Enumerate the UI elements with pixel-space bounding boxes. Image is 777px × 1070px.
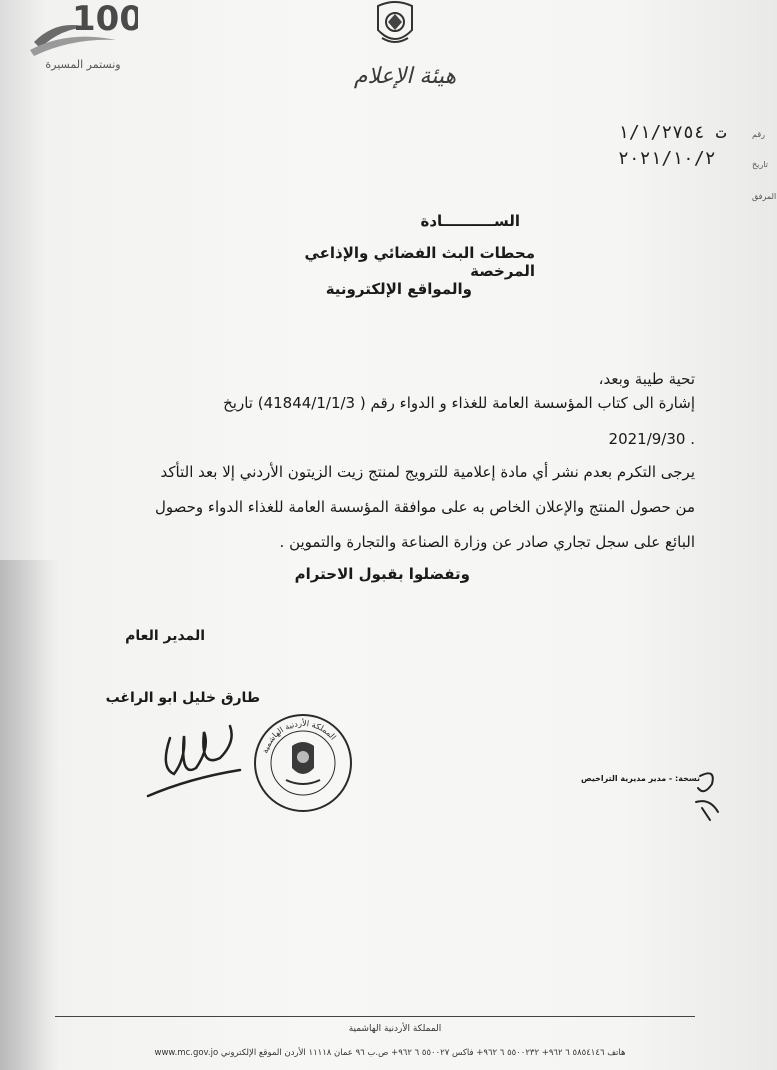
body-line-3: يرجى التكرم بعدم نشر أي مادة إعلامية للترويج لمنتج زيت الزيتون الأردني إلا بعد التأكد <box>160 463 695 481</box>
recipient-line-2: والمواقع الإلكترونية <box>325 280 472 298</box>
body-line-4: من حصول المنتج والإعلان الخاص به على موافقة المؤسسة العامة للغذاء الدواء وحصول <box>154 498 695 516</box>
reference-date-label: تاريخ <box>752 160 768 169</box>
salutation: الســــــــــادة <box>420 212 520 230</box>
director-title: المدير العام <box>125 628 205 644</box>
body-line-1: إشارة الى كتاب المؤسسة العامة للغذاء و الدواء رقم ( 41844/1/1/3) تاريخ <box>223 394 695 412</box>
reference-date: ٢٠٢١/١٠/٢ <box>618 148 716 169</box>
body-line-5: البائع على سجل تجاري صادر عن وزارة الصناعة والتجارة والتموين . <box>279 533 695 551</box>
greeting: تحية طيبة وبعد، <box>598 370 695 388</box>
body-line-2: . 2021/9/30 <box>608 430 695 448</box>
centennial-100-icon <box>28 0 138 58</box>
footer-kingdom: المملكة الأردنية الهاشمية <box>348 1024 442 1034</box>
closing: وتفضلوا بقبول الاحترام <box>294 565 470 583</box>
attachments-label: المرفق <box>752 192 777 201</box>
carbon-copy-note: نسخة: - مدير مديرية التراخيص <box>580 774 700 783</box>
centennial-logo <box>28 0 138 80</box>
reference-number: ت ١/١/٢٧٥٤ <box>618 122 727 143</box>
footer-divider <box>55 1016 695 1017</box>
centennial-slogan: ونستمر المسيرة <box>45 58 121 71</box>
authority-name: هيئة الإعلام <box>353 64 457 89</box>
page-shadow <box>0 560 60 1070</box>
recipient-line-1: محطات البث الفضائي والإذاعي المرخصة <box>304 244 535 280</box>
director-name: طارق خليل ابو الراغب <box>105 690 260 706</box>
official-stamp <box>252 712 354 814</box>
handwritten-initials <box>690 768 726 824</box>
coat-of-arms-icon <box>372 0 418 50</box>
reference-number-label: رقم <box>752 130 766 139</box>
svg-text:100: 100 <box>72 0 138 39</box>
svg-text:المملكة الأردنية الهاشمية: المملكة الأردنية الهاشمية <box>260 718 338 755</box>
footer-contact: هاتف ٥٨٥٤١٤٦ ٦ ٩٦٢+ ٥٥٠٠٢٣٢ ٦ ٩٦٢+ فاكس ٥٥٠٠٢٧ ٦ ٩٦٢+ ص.ب ٩٦ عمان ١١١١٨ الأردن الموقع الإلكتروني www.mc.gov.jo <box>154 1048 626 1058</box>
handwritten-signature <box>140 718 250 808</box>
